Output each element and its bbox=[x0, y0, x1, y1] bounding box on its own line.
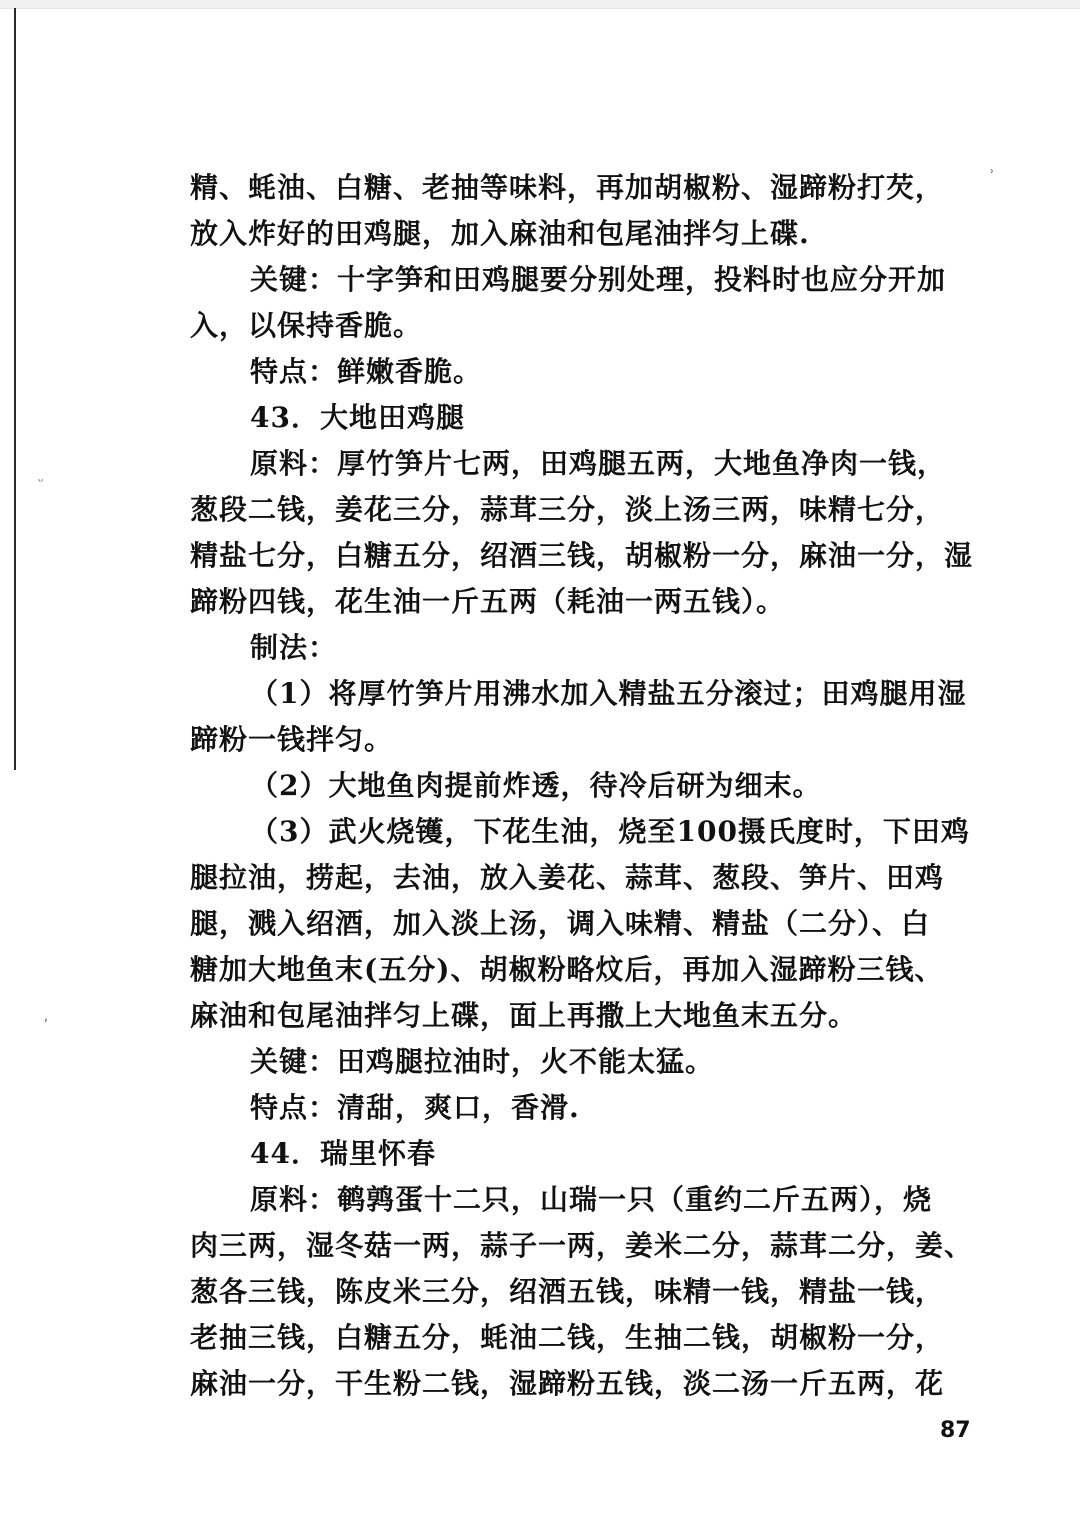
text-line: 特点：清甜，爽口，香滑. bbox=[250, 1091, 580, 1124]
recipe-heading: 43．大地田鸡腿 bbox=[250, 401, 465, 434]
text-line: 蹄粉一钱拌匀。 bbox=[190, 723, 394, 756]
text-line: 蹄粉四钱，花生油一斤五两（耗油一两五钱）。 bbox=[190, 585, 786, 618]
text-line: 精盐七分，白糖五分，绍酒三钱，胡椒粉一分，麻油一分，湿 bbox=[190, 539, 974, 572]
text-line: 特点：鲜嫩香脆。 bbox=[250, 355, 483, 388]
text-line: 麻油和包尾油拌匀上碟，面上再撒上大地鱼末五分。 bbox=[190, 999, 858, 1032]
text-line: 精、蚝油、白糖、老抽等味料，再加胡椒粉、湿蹄粉打芡， bbox=[190, 171, 945, 204]
scan-top-edge bbox=[0, 0, 1080, 9]
text-line: 糖加大地鱼末(五分)、胡椒粉略炆后，再加入湿蹄粉三钱、 bbox=[190, 953, 944, 986]
text-line: 肉三两，湿冬菇一两，蒜子一两，姜米二分，蒜茸二分，姜、 bbox=[190, 1229, 974, 1262]
text-line: 腿拉油，捞起，去油，放入姜花、蒜茸、葱段、笋片、田鸡 bbox=[190, 861, 945, 894]
scan-speck: ʹ bbox=[44, 1018, 48, 1034]
text-line: 原料：鹌鹑蛋十二只，山瑞一只（重约二斤五两），烧 bbox=[250, 1183, 933, 1216]
text-line: 关键：田鸡腿拉油时，火不能太猛。 bbox=[250, 1045, 715, 1078]
recipe-heading: 44．瑞里怀春 bbox=[250, 1137, 436, 1170]
book-spine-shadow bbox=[0, 8, 16, 770]
text-line: 入，以保持香脆。 bbox=[190, 309, 423, 342]
text-line: 放入炸好的田鸡腿，加入麻油和包尾油拌匀上碟. bbox=[190, 217, 810, 250]
text-line: 麻油一分，干生粉二钱，湿蹄粉五钱，淡二汤一斤五两，花 bbox=[190, 1367, 945, 1400]
text-line: （3）武火烧镬，下花生油，烧至100摄氏度时，下田鸡 bbox=[250, 815, 970, 848]
text-line: 葱段二钱，姜花三分，蒜茸三分，淡上汤三两，味精七分， bbox=[190, 493, 945, 526]
text-line: 老抽三钱，白糖五分，蚝油二钱，生抽二钱，胡椒粉一分， bbox=[190, 1321, 945, 1354]
text-line: 原料：厚竹笋片七两，田鸡腿五两，大地鱼净肉一钱， bbox=[250, 447, 947, 480]
text-line: 制法： bbox=[250, 631, 338, 664]
text-line: 腿，溅入绍酒，加入淡上汤，调入味精、精盐（二分）、白 bbox=[190, 907, 931, 940]
text-line: （1）将厚竹笋片用沸水加入精盐五分滚过；田鸡腿用湿 bbox=[250, 677, 967, 710]
text-line: （2）大地鱼肉提前炸透，待冷后研为细末。 bbox=[250, 769, 822, 802]
text-line: 葱各三钱，陈皮米三分，绍酒五钱，味精一钱，精盐一钱， bbox=[190, 1275, 945, 1308]
scan-speck: ᵕ bbox=[38, 474, 44, 490]
page-number: 87 bbox=[940, 1418, 971, 1443]
book-page-text bbox=[190, 165, 990, 1407]
text-line: 关键：十字笋和田鸡腿要分别处理，投料时也应分开加 bbox=[250, 263, 947, 296]
scan-speck: ʾ bbox=[990, 168, 995, 184]
